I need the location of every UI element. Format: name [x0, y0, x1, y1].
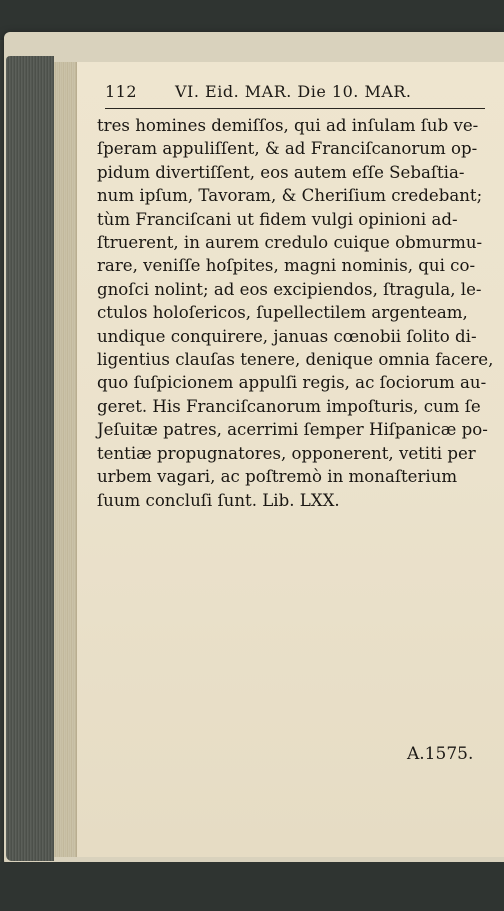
bleed-through	[101, 492, 481, 732]
running-title: VI. Eid. MAR. Die 10. MAR.	[175, 82, 412, 101]
text-line: gnoſci nolint; ad eos excipiendos, ſtragula, le-	[97, 279, 482, 299]
page-edges	[54, 62, 76, 857]
book-page	[76, 62, 504, 857]
text-line: Jeſuitæ patres, acerrimi ſemper Hiſpanicæ po-	[97, 420, 488, 440]
text-line: pidum divertiſſent, eos autem eſſe Sebaſtia-	[97, 162, 465, 182]
page-header	[105, 82, 485, 106]
book-spine	[6, 56, 54, 861]
header-rule	[105, 108, 485, 109]
body-text	[97, 114, 494, 512]
text-line: tùm Franciſcani ut fidem vulgi opinioni ad-	[97, 209, 458, 229]
text-line: tres homines demiſſos, qui ad inſulam ſub ve-	[97, 116, 479, 135]
text-line: num ipſum, Tavoram, & Cheriſium credebant;	[97, 186, 483, 206]
scanner-background-bottom	[0, 862, 504, 911]
text-line: geret. His Franciſcanorum impoſturis, cum ſe	[97, 396, 481, 416]
text-line: undique conquirere, januas cœnobii ſolito di-	[97, 326, 477, 346]
text-line: quo ſuſpicionem appulſi regis, ac ſociorum au-	[97, 373, 487, 393]
text-line: ſperam appuliſſent, & ad Franciſcanorum op-	[97, 139, 478, 159]
catchword: A.1575.	[407, 744, 474, 764]
text-line: ligentius clauſas tenere, denique omnia facere,	[97, 350, 494, 370]
text-line: rare, veniſſe hoſpites, magni nominis, qui co-	[97, 256, 476, 276]
page-number: 112	[105, 82, 138, 101]
text-line: ſuum concluſi ſunt. Lib. LXX.	[97, 490, 340, 510]
text-line: tentiæ propugnatores, opponerent, vetiti per	[97, 443, 476, 463]
text-line: ſtruerent, in aurem credulo cuique obmurmu-	[97, 233, 483, 253]
text-line: urbem vagari, ac poſtremò in monaſterium	[97, 467, 458, 487]
text-line: ctulos holoſericos, ſupellectilem argenteam,	[97, 303, 468, 323]
